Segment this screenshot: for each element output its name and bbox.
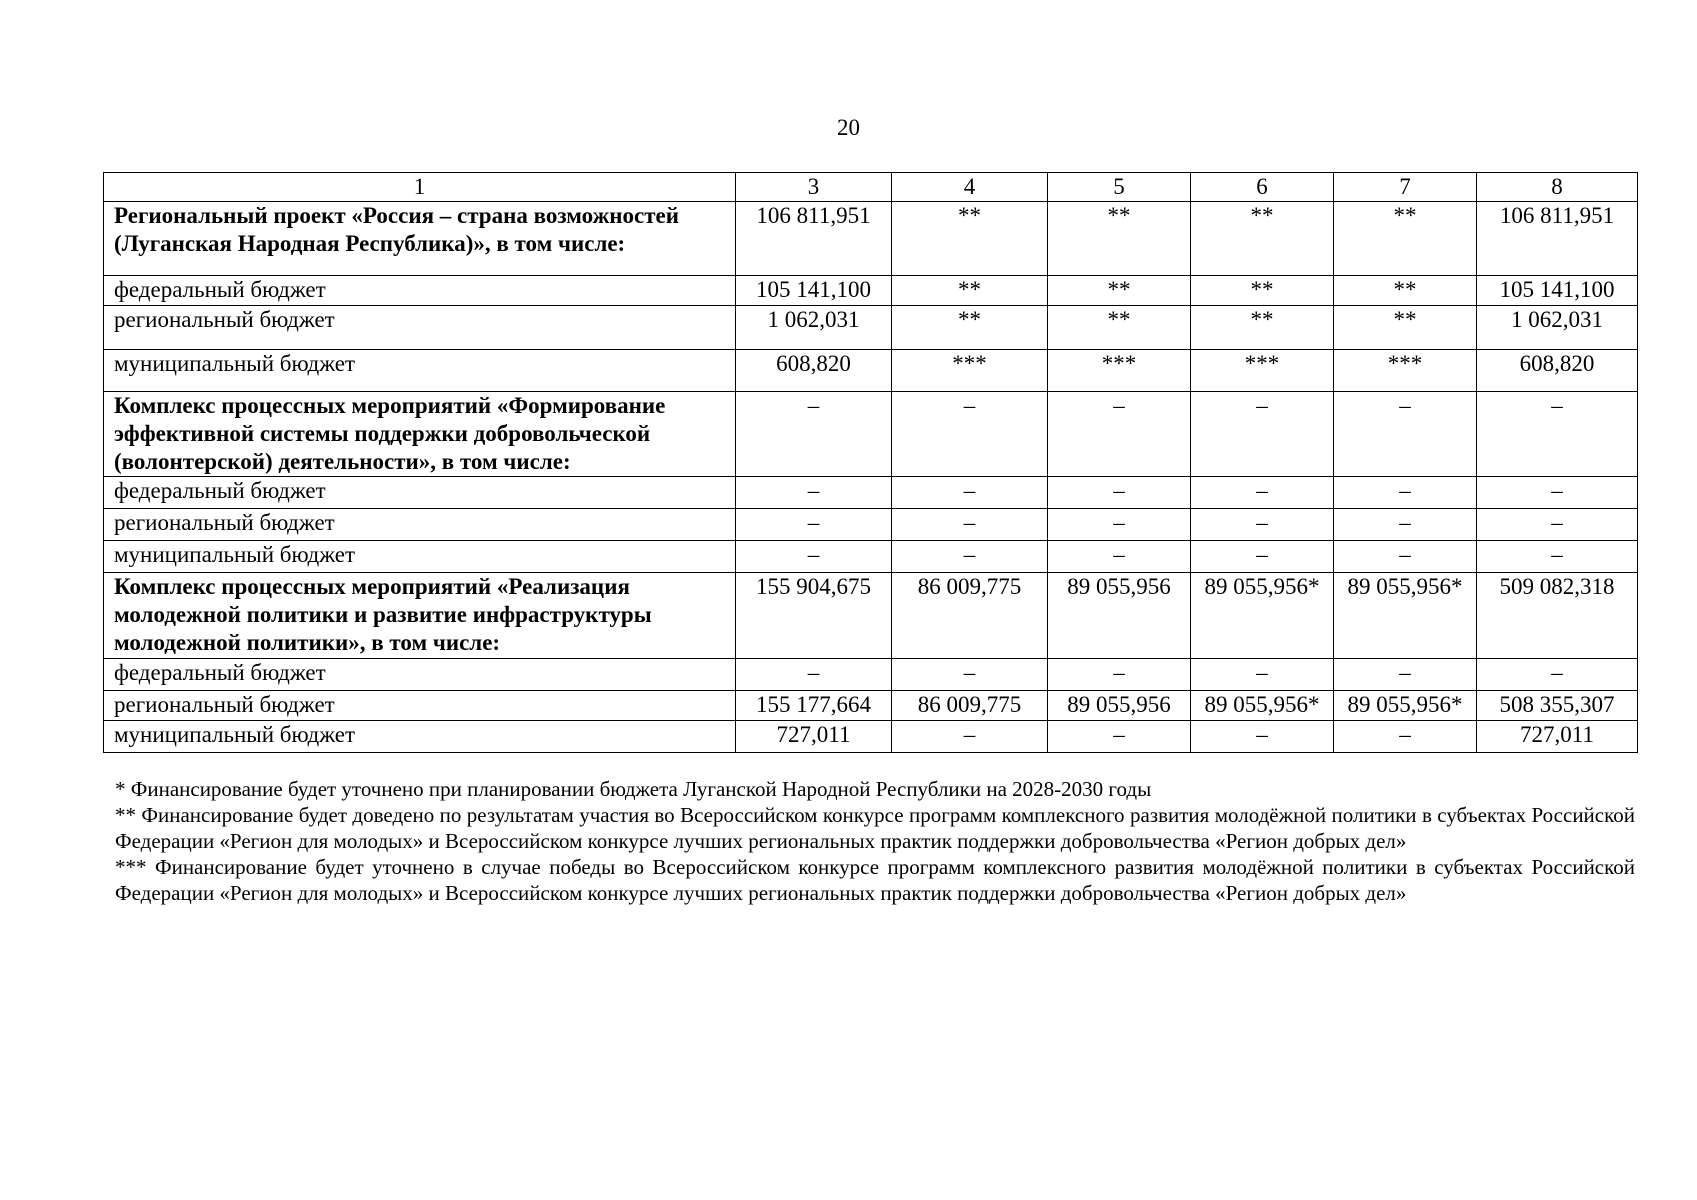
row-label: Комплекс процессных мероприятий «Реализация молодежной политики и развитие инфраструктуры молодежной политики», в том числе: (104, 573, 736, 659)
table-row (104, 276, 1638, 306)
value-cell: – (1048, 477, 1191, 509)
value-cell: *** (1334, 350, 1477, 392)
table-row (104, 477, 1638, 509)
header-cell: 7 (1334, 173, 1477, 202)
value-cell: 89 055,956 (1048, 573, 1191, 659)
value-cell: ** (1048, 276, 1191, 306)
table-row (104, 306, 1638, 350)
header-cell: 4 (892, 173, 1048, 202)
value-cell: 89 055,956* (1334, 573, 1477, 659)
table-row (104, 509, 1638, 541)
value-cell: *** (1191, 350, 1334, 392)
value-cell: – (1477, 477, 1638, 509)
table-row (104, 202, 1638, 276)
value-cell: – (1048, 541, 1191, 573)
value-cell: – (1191, 509, 1334, 541)
value-cell: 727,011 (1477, 721, 1638, 753)
value-cell: – (1334, 659, 1477, 691)
value-cell: – (1191, 721, 1334, 753)
value-cell: – (1191, 392, 1334, 477)
value-cell: ** (892, 276, 1048, 306)
value-cell: – (736, 541, 892, 573)
footnote: ** Финансирование будет доведено по результатам участия во Всероссийском конкурсе программ комплексного развития молодёжной политики в субъектах Российской Федерации «Регион для молодых» и Всероссийском конкурсе лучших региональных практик поддержки добровольчества «Регион добрых дел» (115, 803, 1635, 853)
value-cell: – (1048, 509, 1191, 541)
row-label: региональный бюджет (104, 691, 736, 721)
value-cell: – (736, 659, 892, 691)
value-cell: 106 811,951 (1477, 202, 1638, 276)
row-label: муниципальный бюджет (104, 541, 736, 573)
footnote: *** Финансирование будет уточнено в случае победы во Всероссийском конкурсе программ комплексного развития молодёжной политики в субъектах Российской Федерации «Регион для молодых» и Всероссийском конкурсе лучших региональных практик поддержки добровольчества «Регион добрых дел» (115, 855, 1635, 905)
value-cell: – (1191, 477, 1334, 509)
value-cell: 89 055,956* (1334, 691, 1477, 721)
value-cell: – (1334, 509, 1477, 541)
table-row (104, 350, 1638, 392)
value-cell: – (1477, 392, 1638, 477)
value-cell: 86 009,775 (892, 691, 1048, 721)
table-body (104, 173, 1638, 753)
table-header-row (104, 173, 1638, 202)
header-cell: 5 (1048, 173, 1191, 202)
value-cell: 105 141,100 (736, 276, 892, 306)
value-cell: 89 055,956* (1191, 573, 1334, 659)
value-cell: – (892, 509, 1048, 541)
value-cell: 1 062,031 (736, 306, 892, 350)
value-cell: 727,011 (736, 721, 892, 753)
row-label: Региональный проект «Россия – страна возможностей (Луганская Народная Республика)», в том числе: (104, 202, 736, 276)
value-cell: – (1334, 721, 1477, 753)
row-label: муниципальный бюджет (104, 721, 736, 753)
table-row (104, 691, 1638, 721)
value-cell: ** (892, 202, 1048, 276)
value-cell: ** (892, 306, 1048, 350)
value-cell: – (1477, 659, 1638, 691)
value-cell: – (1048, 659, 1191, 691)
value-cell: 155 177,664 (736, 691, 892, 721)
value-cell: – (736, 509, 892, 541)
footnote: * Финансирование будет уточнено при планировании бюджета Луганской Народной Республики на 2028-2030 годы (115, 777, 1152, 801)
value-cell: 89 055,956 (1048, 691, 1191, 721)
value-cell: 509 082,318 (1477, 573, 1638, 659)
value-cell: ** (1048, 202, 1191, 276)
table-row (104, 721, 1638, 753)
value-cell: *** (892, 350, 1048, 392)
value-cell: 608,820 (736, 350, 892, 392)
value-cell: – (892, 392, 1048, 477)
value-cell: ** (1334, 306, 1477, 350)
row-label: муниципальный бюджет (104, 350, 736, 392)
value-cell: ** (1191, 276, 1334, 306)
table-row (104, 541, 1638, 573)
value-cell: – (1048, 721, 1191, 753)
value-cell: – (736, 477, 892, 509)
value-cell: – (736, 392, 892, 477)
value-cell: ** (1191, 306, 1334, 350)
value-cell: – (1334, 477, 1477, 509)
value-cell: – (1477, 509, 1638, 541)
value-cell: ** (1334, 202, 1477, 276)
value-cell: – (1334, 392, 1477, 477)
table-row (104, 573, 1638, 659)
value-cell: – (1334, 541, 1477, 573)
row-label: федеральный бюджет (104, 477, 736, 509)
row-label: федеральный бюджет (104, 659, 736, 691)
table-row (104, 392, 1638, 477)
header-cell: 1 (104, 173, 736, 202)
row-label: региональный бюджет (104, 509, 736, 541)
header-cell: 3 (736, 173, 892, 202)
value-cell: – (1477, 541, 1638, 573)
value-cell: 106 811,951 (736, 202, 892, 276)
value-cell: – (1048, 392, 1191, 477)
value-cell: – (1191, 659, 1334, 691)
row-label: федеральный бюджет (104, 276, 736, 306)
value-cell: 89 055,956* (1191, 691, 1334, 721)
value-cell: – (892, 721, 1048, 753)
row-label: Комплекс процессных мероприятий «Формирование эффективной системы поддержки добровольческой (волонтерской) деятельности», в том числе: (104, 392, 736, 477)
value-cell: – (892, 541, 1048, 573)
table-row (104, 659, 1638, 691)
value-cell: *** (1048, 350, 1191, 392)
value-cell: ** (1048, 306, 1191, 350)
row-label: региональный бюджет (104, 306, 736, 350)
value-cell: – (892, 477, 1048, 509)
value-cell: ** (1334, 276, 1477, 306)
value-cell: – (892, 659, 1048, 691)
page-number: 20 (837, 115, 860, 140)
footnotes (115, 776, 1635, 906)
value-cell: 155 904,675 (736, 573, 892, 659)
value-cell: 508 355,307 (1477, 691, 1638, 721)
value-cell: 1 062,031 (1477, 306, 1638, 350)
header-cell: 8 (1477, 173, 1638, 202)
value-cell: 105 141,100 (1477, 276, 1638, 306)
value-cell: 86 009,775 (892, 573, 1048, 659)
header-cell: 6 (1191, 173, 1334, 202)
value-cell: 608,820 (1477, 350, 1638, 392)
value-cell: – (1191, 541, 1334, 573)
value-cell: ** (1191, 202, 1334, 276)
budget-table (103, 172, 1638, 753)
